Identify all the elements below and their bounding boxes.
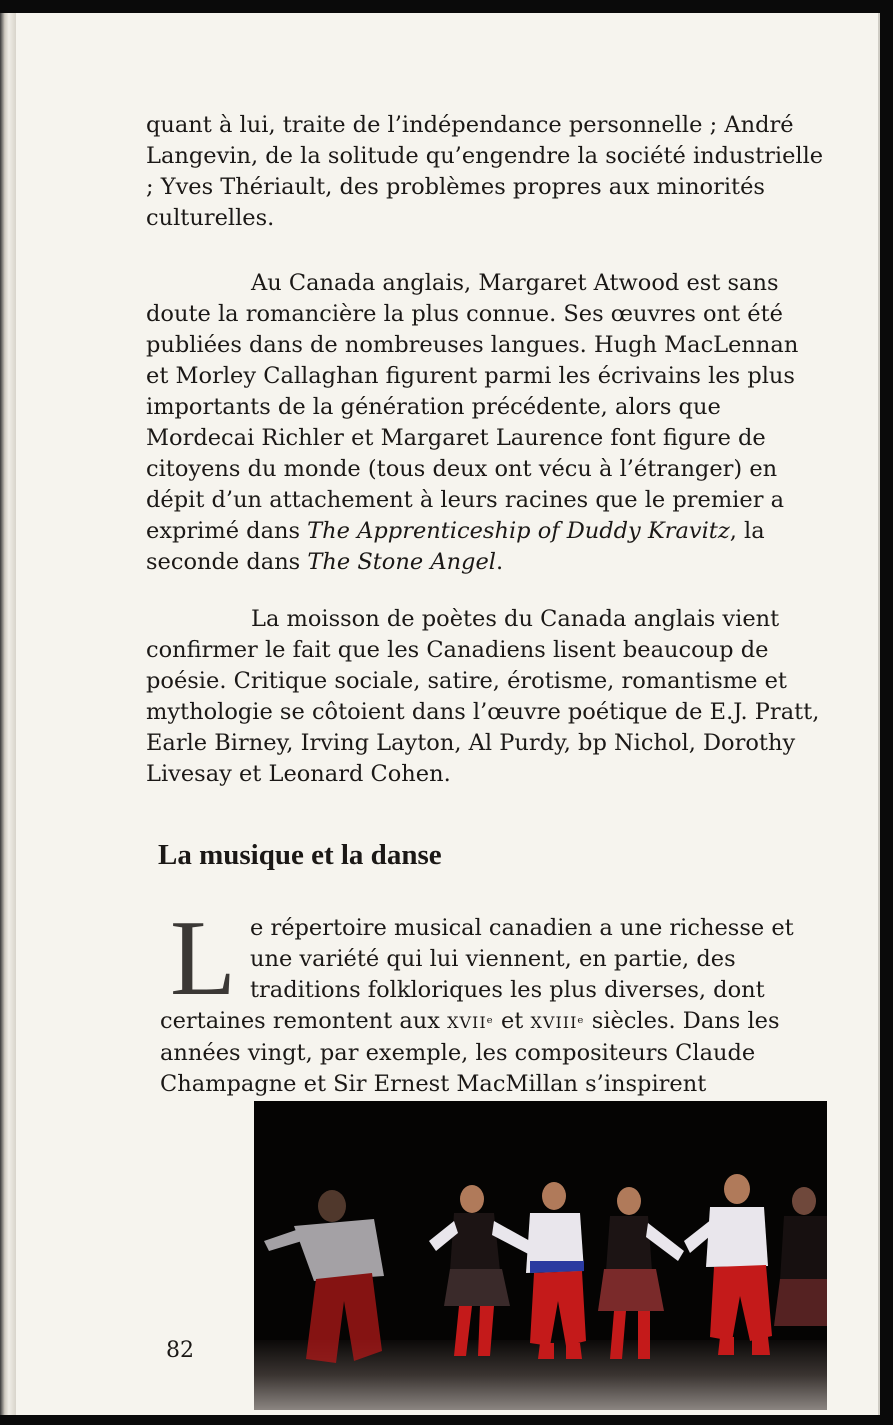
- paragraph-2-text: Au Canada anglais, Margaret Atwood est sans doute la romancière la plus connue. Ses œuvres ont été publiées dans de nombreuses langues. Hugh MacLennan et Morley Callaghan figurent parmi les écrivains les plus importants de la génération précédente, alors que Mordecai Richler et Margaret Laurence font figure de citoyens du monde (tous deux ont vécu à l’étranger) en dépit d’un attachement à leurs racines que le premier a exprimé dans: [146, 270, 799, 544]
- paragraph-4-b: et: [493, 1008, 531, 1034]
- paragraph-1: quant à lui, traite de l’indépendance personnelle ; André Langevin, de la solitude qu’engendre la société industrielle ; Yves Thériault, des problèmes propres aux minorités culturelles.: [146, 112, 824, 231]
- paragraph-3: La moisson de poètes du Canada anglais vient confirmer le fait que les Canadiens lisent beaucoup de poésie. Critique sociale, satire, érotisme, romantisme et mythologie se côtoient dans l’œuvre poétique de E.J. Pratt, Earle Birney, Irving Layton, Al Purdy, bp Nichol, Dorothy Livesay et Leonard Cohen.: [146, 606, 820, 787]
- paragraph-4: [160, 899, 840, 1100]
- paragraph-2-mid: , la seconde dans: [146, 518, 765, 575]
- paragraph-4-c: siècles. Dans les années vingt, par exemple, les compositeurs Claude Champagne et Sir Ernest MacMillan s’inspirent: [160, 1008, 780, 1097]
- book-page: [16, 13, 878, 1415]
- book-title-stone-angel: The Stone Angel: [307, 549, 496, 575]
- dance-photo: [254, 1101, 827, 1410]
- section-heading: La musique et la danse: [158, 839, 442, 871]
- page-number: 82: [166, 1338, 194, 1363]
- century-18: XVIIIᵉ: [530, 1013, 585, 1032]
- book-title-duddy-kravitz: The Apprenticeship of Duddy Kravitz: [307, 518, 730, 544]
- paragraph-4-a: e répertoire musical canadien a une richesse et une variété qui lui viennent, en partie, des traditions folkloriques les plus diverses, dont certaines remontent aux: [160, 915, 794, 1034]
- dancers-illustration: [254, 1101, 827, 1410]
- paragraph-2-end: .: [495, 549, 504, 575]
- century-17: XVIIᵉ: [447, 1013, 494, 1032]
- page-edge: [0, 13, 16, 1415]
- paragraph-2: [146, 268, 826, 578]
- drop-cap: L: [170, 899, 236, 1018]
